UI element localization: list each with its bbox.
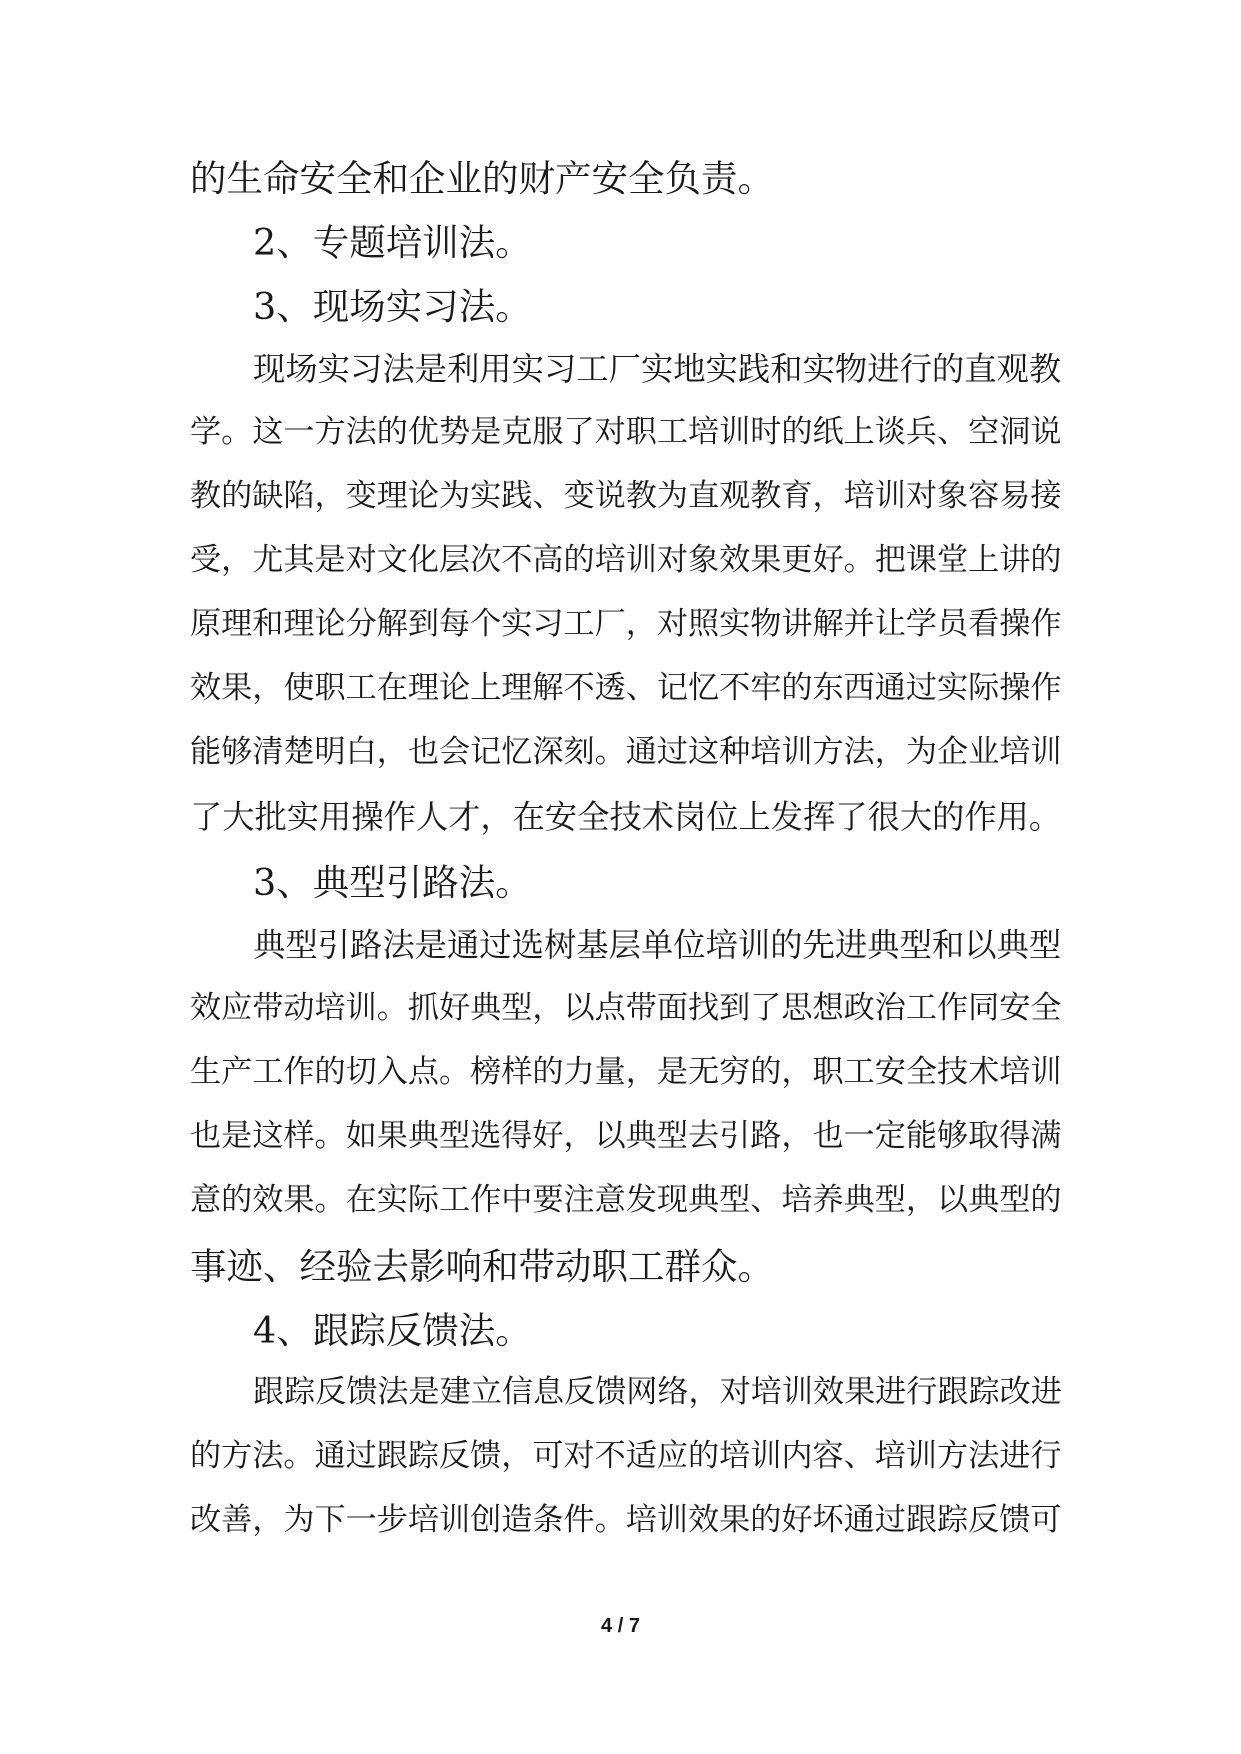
text-line: 改善，为下一步培训创造条件。培训效果的好坏通过跟踪反馈可	[190, 1502, 1062, 1538]
text-line: 原理和理论分解到每个实习工厂，对照实物讲解并让学员看操作	[190, 606, 1062, 642]
text-line: 也是这样。如果典型选得好，以典型去引路，也一定能够取得满	[190, 1118, 1062, 1154]
text-line: 教的缺陷，变理论为实践、变说教为直观教育，培训对象容易接	[190, 478, 1062, 514]
text-line: 效应带动培训。抓好典型，以点带面找到了思想政治工作同安全	[190, 990, 1062, 1026]
text-line: 3、典型引路法。	[253, 861, 532, 904]
text-line: 跟踪反馈法是建立信息反馈网络，对培训效果进行跟踪改进	[253, 1374, 1062, 1410]
text-line: 了大批实用操作人才，在安全技术岗位上发挥了很大的作用。	[190, 798, 1062, 836]
text-line: 受，尤其是对文化层次不高的培训对象效果更好。把课堂上讲的	[190, 542, 1062, 578]
text-line: 能够清楚明白，也会记忆深刻。通过这种培训方法，为企业培训	[190, 734, 1062, 770]
text-line: 典型引路法是通过选树基层单位培训的先进典型和以典型	[253, 926, 1062, 964]
text-line: 事迹、经验去影响和带动职工群众。	[190, 1245, 774, 1288]
text-line: 学。这一方法的优势是克服了对职工培训时的纸上谈兵、空洞说	[190, 414, 1062, 450]
text-line: 的方法。通过跟踪反馈，可对不适应的培训内容、培训方法进行	[190, 1438, 1062, 1474]
text-line: 现场实习法是利用实习工厂实地实践和实物进行的直观教	[253, 350, 1062, 388]
text-line: 效果，使职工在理论上理解不透、记忆不牢的东西通过实际操作	[190, 670, 1062, 706]
text-line: 的生命安全和企业的财产安全负责。	[190, 157, 774, 200]
text-line: 4、跟踪反馈法。	[253, 1309, 532, 1352]
text-line: 生产工作的切入点。榜样的力量，是无穷的，职工安全技术培训	[190, 1054, 1062, 1090]
text-line: 意的效果。在实际工作中要注意发现典型、培养典型，以典型的	[190, 1182, 1062, 1218]
page-number: 4 / 7	[601, 1615, 640, 1637]
text-line: 2、专题培训法。	[253, 221, 532, 264]
text-line: 3、现场实习法。	[253, 285, 532, 328]
